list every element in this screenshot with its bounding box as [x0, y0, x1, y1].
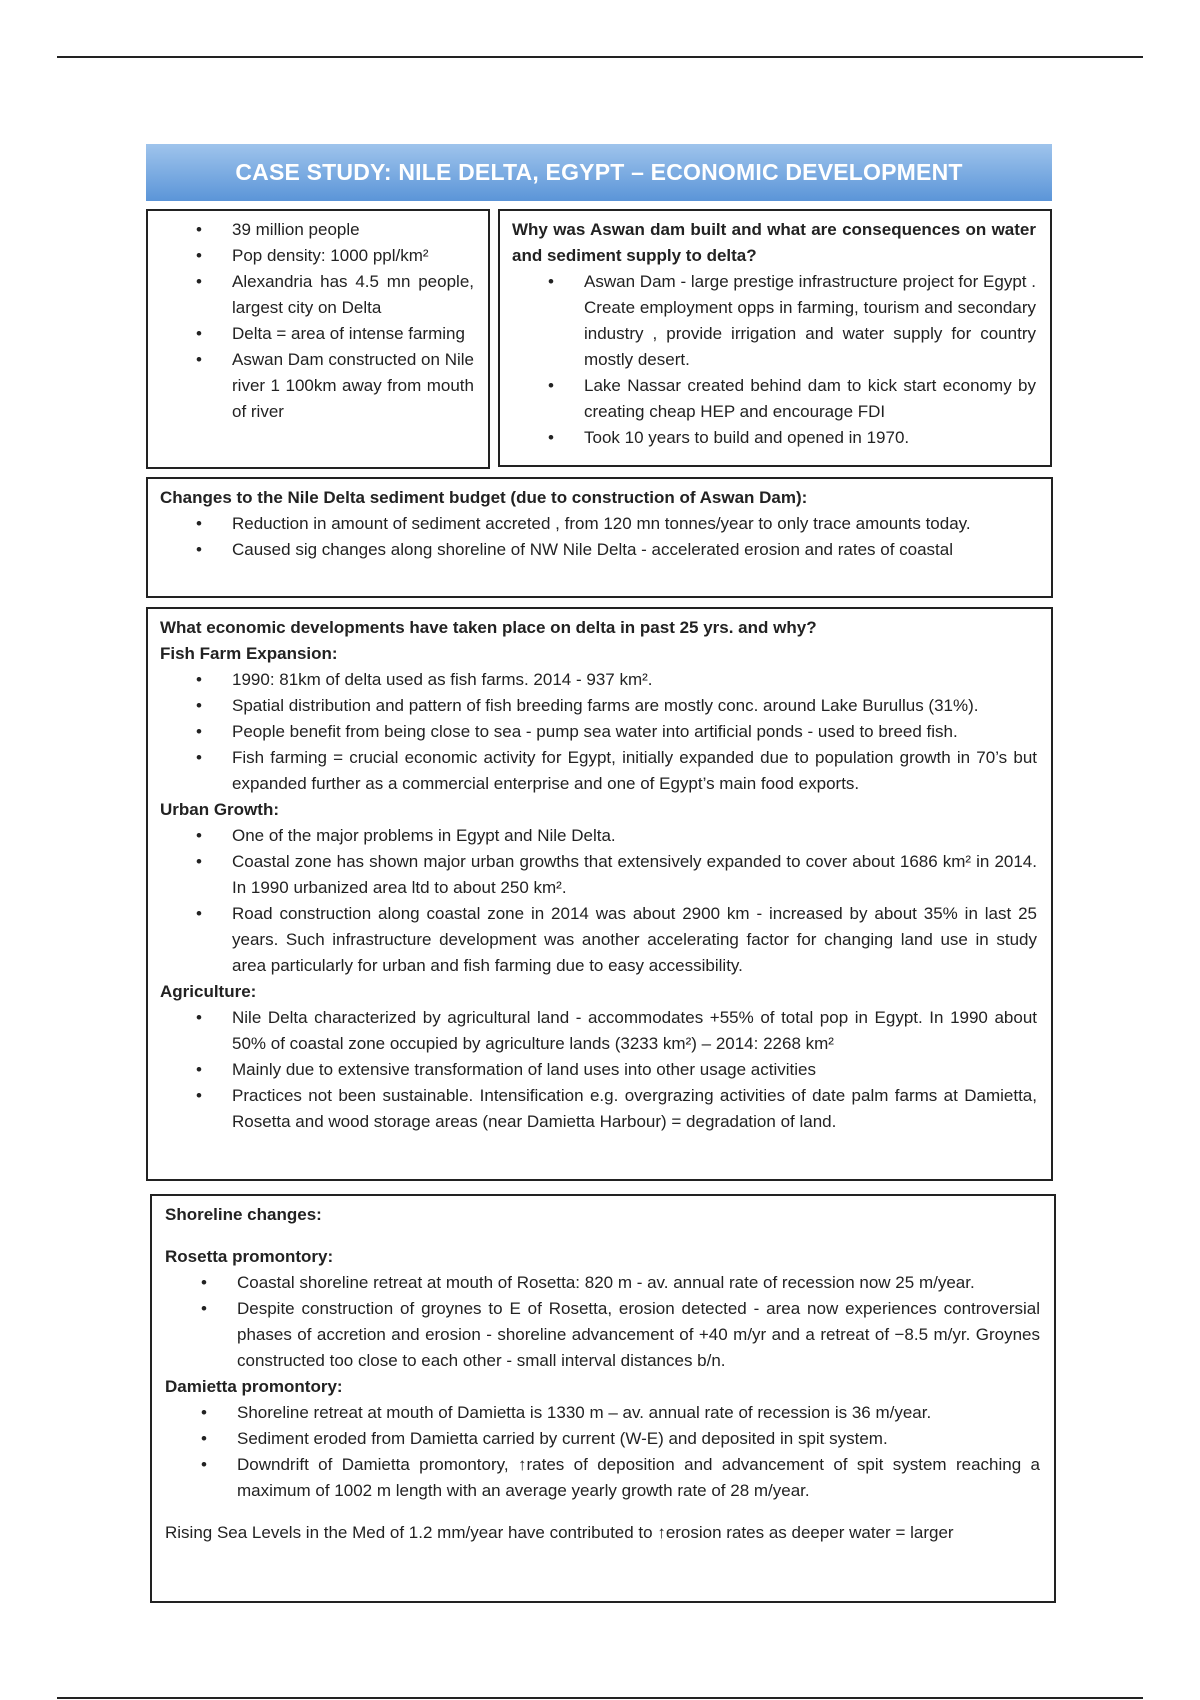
list-item: • Coastal shoreline retreat at mouth of Rosetta: 820 m - av. annual rate of recession now 25 m/year.: [165, 1270, 1040, 1296]
spacer: [165, 1228, 1040, 1244]
list-item: • Aswan Dam constructed on Nile river 1 100km away from mouth of river: [160, 347, 474, 425]
bottom-rule: [57, 1697, 1143, 1699]
sea-level-note: Rising Sea Levels in the Med of 1.2 mm/year have contributed to ↑erosion rates as deeper water = larger: [165, 1523, 954, 1542]
list-item: • Sediment eroded from Damietta carried by current (W-E) and deposited in spit system.: [165, 1426, 1040, 1452]
fish-farm-heading: Fish Farm Expansion:: [160, 644, 338, 663]
facts-list: [160, 217, 474, 425]
urban-growth-list: [160, 823, 1037, 979]
list-item: • One of the major problems in Egypt and Nile Delta.: [160, 823, 1037, 849]
aswan-list: [512, 269, 1036, 451]
list-item: • Spatial distribution and pattern of fish breeding farms are mostly conc. around Lake Burullus (31%).: [160, 693, 1037, 719]
sediment-heading: Changes to the Nile Delta sediment budget (due to construction of Aswan Dam):: [160, 488, 808, 507]
list-item: • Nile Delta characterized by agricultural land - accommodates +55% of total pop in Egypt. In 1990 about 50% of coastal zone occupied by agriculture lands (3233 km²) – 2014: 2268 km²: [160, 1005, 1037, 1057]
list-item: • Aswan Dam - large prestige infrastructure project for Egypt . Create employment opps in farming, tourism and secondary industry , provide irrigation and water supply for country mostly desert.: [512, 269, 1036, 373]
facts-box: [146, 209, 490, 469]
list-item: • Pop density: 1000 ppl/km²: [160, 243, 474, 269]
page-title-banner: CASE STUDY: NILE DELTA, EGYPT – ECONOMIC DEVELOPMENT: [146, 144, 1052, 201]
list-item: • 39 million people: [160, 217, 474, 243]
economic-question: What economic developments have taken place on delta in past 25 yrs. and why?: [160, 618, 817, 637]
fish-farm-list: [160, 667, 1037, 797]
list-item: • Practices not been sustainable. Intensification e.g. overgrazing activities of date palm farms at Damietta, Rosetta and wood storage areas (near Damietta Harbour) = degradation of land.: [160, 1083, 1037, 1135]
list-item: • Fish farming = crucial economic activity for Egypt, initially expanded due to population growth in 70’s but expanded further as a commercial enterprise and one of Egypt’s main food exports.: [160, 745, 1037, 797]
shoreline-heading: Shoreline changes:: [165, 1205, 322, 1224]
shoreline-changes-box: [150, 1194, 1056, 1603]
list-item: • 1990: 81km of delta used as fish farms. 2014 - 937 km².: [160, 667, 1037, 693]
top-rule: [57, 56, 1143, 58]
sediment-budget-box: [146, 477, 1053, 598]
list-item: • Took 10 years to build and opened in 1970.: [512, 425, 1036, 451]
list-item: • Shoreline retreat at mouth of Damietta is 1330 m – av. annual rate of recession is 36 m/year.: [165, 1400, 1040, 1426]
list-item: • Alexandria has 4.5 mn people, largest city on Delta: [160, 269, 474, 321]
list-item: • Mainly due to extensive transformation of land uses into other usage activities: [160, 1057, 1037, 1083]
list-item: • Reduction in amount of sediment accreted , from 120 mn tonnes/year to only trace amounts today.: [160, 511, 1037, 537]
list-item: • People benefit from being close to sea - pump sea water into artificial ponds - used to breed fish.: [160, 719, 1037, 745]
list-item: • Downdrift of Damietta promontory, ↑rates of deposition and advancement of spit system reaching a maximum of 1002 m length with an average yearly growth rate of 28 m/year.: [165, 1452, 1040, 1504]
sediment-list: [160, 511, 1037, 563]
list-item: • Delta = area of intense farming: [160, 321, 474, 347]
aswan-dam-box: [498, 209, 1052, 467]
rosetta-list: [165, 1270, 1040, 1374]
list-item: • Coastal zone has shown major urban growths that extensively expanded to cover about 1686 km² in 2014. In 1990 urbanized area ltd to about 250 km².: [160, 849, 1037, 901]
rosetta-heading: Rosetta promontory:: [165, 1247, 334, 1266]
agriculture-heading: Agriculture:: [160, 982, 257, 1001]
list-item: • Lake Nassar created behind dam to kick start economy by creating cheap HEP and encourage FDI: [512, 373, 1036, 425]
agriculture-list: [160, 1005, 1037, 1135]
list-item: • Despite construction of groynes to E of Rosetta, erosion detected - area now experiences controversial phases of accretion and erosion - shoreline advancement of +40 m/yr and a retreat of −8.5 m/yr. Groynes constructed too close to each other - small interval distances b/n.: [165, 1296, 1040, 1374]
economic-developments-box: [146, 607, 1053, 1181]
urban-growth-heading: Urban Growth:: [160, 800, 279, 819]
aswan-question: Why was Aswan dam built and what are consequences on water and sediment supply to delta?: [512, 220, 1036, 265]
list-item: • Caused sig changes along shoreline of NW Nile Delta - accelerated erosion and rates of coastal: [160, 537, 1037, 563]
damietta-heading: Damietta promontory:: [165, 1377, 343, 1396]
damietta-list: [165, 1400, 1040, 1504]
list-item: • Road construction along coastal zone in 2014 was about 2900 km - increased by about 35% in last 25 years. Such infrastructure development was another accelerating factor for changing land use in study area particularly for urban and fish farming due to easy accessibility.: [160, 901, 1037, 979]
